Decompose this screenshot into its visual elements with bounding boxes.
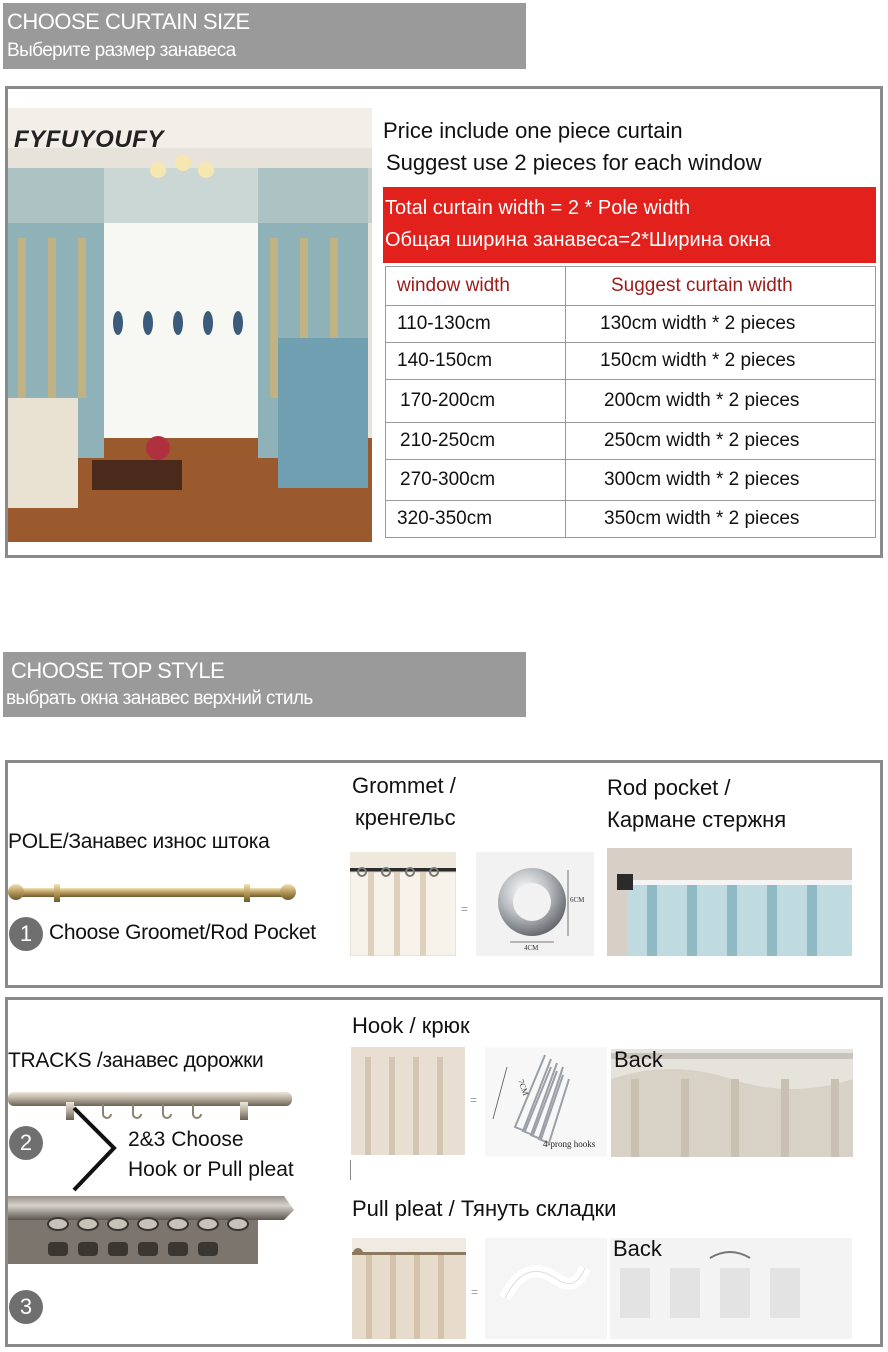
size-banner-subtitle: Выберите размер занавеса <box>7 40 236 61</box>
hook-curtain-photo <box>351 1047 465 1155</box>
row-window-width: 140-150cm <box>386 343 566 380</box>
row-curtain-width: 350cm width * 2 pieces <box>566 501 876 538</box>
hook-label: Hook / крюк <box>352 1013 470 1038</box>
back-label-2: Back <box>613 1238 662 1261</box>
header-window-width: window width <box>386 267 566 306</box>
ring-width-dim: 4CM <box>524 944 539 952</box>
price-note: Price include one piece curtain <box>383 118 683 143</box>
pull-pleat-back-photo <box>610 1238 852 1339</box>
pull-pleat-tape-photo <box>485 1238 607 1339</box>
table-row <box>386 423 876 460</box>
grommet-ring-photo <box>476 852 594 956</box>
back-label: Back <box>614 1049 663 1072</box>
row-curtain-width: 250cm width * 2 pieces <box>566 423 876 460</box>
header-suggest-width: Suggest curtain width <box>566 267 876 306</box>
step-1-badge: 1 <box>9 917 43 951</box>
suggest-note: Suggest use 2 pieces for each window <box>386 150 762 175</box>
tracks-label: TRACKS /занавес дорожки <box>8 1049 264 1072</box>
formula-box <box>383 187 876 263</box>
row-curtain-width: 200cm width * 2 pieces <box>566 380 876 423</box>
choose-hook-line1: 2&3 Choose <box>128 1128 244 1151</box>
divider-tick <box>350 1160 351 1180</box>
size-banner <box>3 3 526 69</box>
track-rail-image <box>8 1190 298 1280</box>
rod-pocket-photo <box>607 848 852 956</box>
grommet-curtain-photo <box>350 852 456 956</box>
row-window-width: 210-250cm <box>386 423 566 460</box>
row-curtain-width: 130cm width * 2 pieces <box>566 306 876 343</box>
rod-pocket-label-line2: Кармане стержня <box>607 807 787 832</box>
row-curtain-width: 150cm width * 2 pieces <box>566 343 876 380</box>
pull-pleat-label: Pull pleat / Тянуть складки <box>352 1196 617 1221</box>
equals-sign: = <box>471 1285 479 1299</box>
equals-sign: = <box>461 902 469 916</box>
size-banner-title: CHOOSE CURTAIN SIZE <box>7 9 250 34</box>
table-row <box>386 380 876 423</box>
pull-pleat-curtain-photo <box>352 1238 466 1339</box>
row-curtain-width: 300cm width * 2 pieces <box>566 460 876 501</box>
style-banner-title: CHOOSE TOP STYLE <box>11 658 225 683</box>
bracket-arrow-icon <box>70 1104 120 1194</box>
size-table-header <box>386 267 876 306</box>
step-3-badge: 3 <box>9 1290 43 1324</box>
pole-label: POLE/Занавес износ штока <box>8 830 270 853</box>
hook-back-photo <box>611 1049 853 1157</box>
formula-en: Total curtain width = 2 * Pole width <box>385 197 691 219</box>
grommet-label-line1: Grommet / <box>352 773 456 798</box>
hook-caption: 4-prong hooks <box>543 1139 596 1149</box>
size-table <box>385 266 876 538</box>
track-rod-image <box>8 1084 292 1124</box>
row-window-width: 170-200cm <box>386 380 566 423</box>
style-banner-subtitle: выбрать окна занавес верхний стиль <box>6 688 313 709</box>
equals-sign: = <box>470 1093 478 1107</box>
row-window-width: 320-350cm <box>386 501 566 538</box>
table-row <box>386 343 876 380</box>
formula-ru: Общая ширина занавеса=2*Ширина окна <box>385 229 771 251</box>
table-row <box>386 460 876 501</box>
row-window-width: 110-130cm <box>386 306 566 343</box>
table-row <box>386 501 876 538</box>
choose-hook-line2: Hook or Pull pleat <box>128 1158 294 1181</box>
brand-logo: FYFUYOUFY <box>14 126 164 153</box>
pole-rod-image <box>8 878 296 906</box>
row-window-width: 270-300cm <box>386 460 566 501</box>
hook-dimension: 7CM <box>516 1078 531 1097</box>
room-photo <box>8 108 372 542</box>
step-1-text: Choose Groomet/Rod Pocket <box>49 921 316 944</box>
ring-height-dim: 6CM <box>570 896 585 904</box>
style-banner <box>3 652 526 717</box>
table-row <box>386 306 876 343</box>
hook-photo <box>485 1047 607 1157</box>
grommet-label-line2: кренгельс <box>355 805 456 830</box>
rod-pocket-label-line1: Rod pocket / <box>607 775 731 800</box>
step-2-badge: 2 <box>9 1126 43 1160</box>
